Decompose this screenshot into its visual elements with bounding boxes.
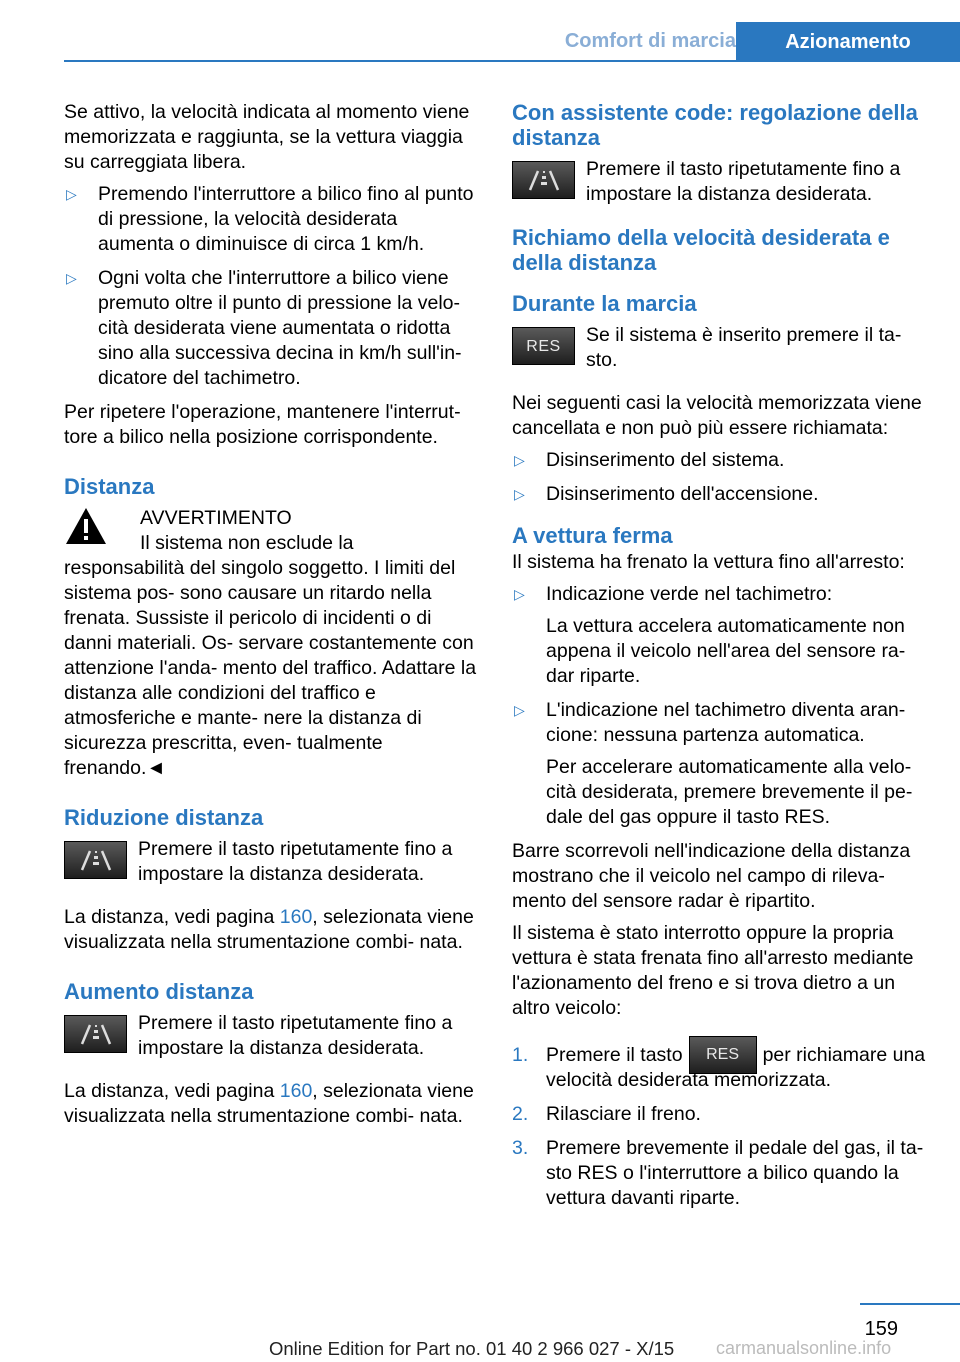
triangle-bullet-icon: ▷	[514, 586, 525, 602]
header-section-title: Comfort di marcia	[564, 30, 736, 52]
header-rule	[64, 60, 960, 62]
warning-text: Il sistema non esclude la responsabilità del singolo soggetto. I limiti del sistema pos- sono causare un ritardo nella frenata. Sussiste il pericolo di incidenti o di danni materiali. Os- servare costantemente con attenzione l'anda- mento del traffico. Adattare la distanza alle condizioni del traffico e atmosferiche e mante- nere la distanza di sicurezza prescritta, even- tualmente frenando.◄	[64, 532, 477, 779]
left-column	[64, 100, 478, 1136]
triangle-bullet-icon: ▷	[514, 702, 525, 718]
triangle-bullet-icon: ▷	[514, 486, 525, 502]
section-title-ferma: A vettura ferma	[512, 523, 673, 548]
distance-button-icon	[64, 841, 127, 879]
ferma-intro: Il sistema ha frenato la vettura fino all'arresto:	[512, 551, 905, 573]
right-column	[512, 100, 930, 1220]
warning-label: AVVERTIMENTO	[140, 507, 292, 529]
barre-paragraph: Barre scorrevoli nell'indicazione della distanza mostrano che il veicolo nel campo di rileva- mento del sensore radar è ripartito.	[512, 840, 911, 912]
list-item: ▷ Ogni volta che l'interruttore a bilico viene premuto oltre il punto di pressione la velo- cità desiderata viene aumentata o ridotta sino alla successiva decina in km/h sull'in- dicatore del tachimetro.	[66, 267, 462, 389]
page-header	[64, 22, 960, 62]
aumento-text: Premere il tasto ripetutamente fino a impostare la distanza desiderata.	[138, 1012, 453, 1059]
casi-paragraph: Nei seguenti casi la velocità memorizzata viene cancellata e non può più essere richiamata:	[512, 392, 922, 439]
list-item: ▷ Indicazione verde nel tachimetro: La vettura accelera automaticamente non appena il veicolo nell'area del sensore ra- dar riparte.	[514, 583, 906, 687]
list-item: ▷ Disinserimento dell'accensione.	[514, 483, 819, 505]
section-title-riduzione: Riduzione distanza	[64, 805, 264, 830]
edition-text: Online Edition for Part no. 01 40 2 966 027 - X/15	[269, 1338, 675, 1359]
distance-button-icon	[512, 161, 575, 199]
res-button-icon: RES	[512, 327, 575, 365]
page-number: 159	[864, 1318, 898, 1340]
ferma-bullet-list	[512, 582, 930, 830]
triangle-bullet-icon: ▷	[66, 186, 77, 202]
repeat-paragraph: Per ripetere l'operazione, mantenere l'interrut- tore a bilico nella posizione corrispondente.	[64, 401, 461, 448]
res-button-icon: RES	[689, 1036, 757, 1074]
aumento-ref: La distanza, vedi pagina 160, selezionata viene visualizzata nella strumentazione combi- nata.	[64, 1080, 474, 1127]
list-item: ▷ L'indicazione nel tachimetro diventa aran- cione: nessuna partenza automatica. Per accelerare automaticamente alla velo- cità desiderata, premere brevemente il pe- dale del gas oppure il tasto RES.	[514, 699, 913, 828]
durante-text: Se il sistema è inserito premere il ta- sto.	[586, 324, 902, 371]
aumento-instruction	[64, 1011, 478, 1061]
watermark: carmanualsonline.info	[716, 1338, 892, 1358]
code-text: Premere il tasto ripetutamente fino a impostare la distanza desiderata.	[586, 158, 901, 205]
section-title-durante: Durante la marcia	[512, 291, 697, 316]
warning-triangle-icon	[64, 506, 108, 546]
durante-instruction	[512, 323, 930, 373]
riduzione-text: Premere il tasto ripetutamente fino a impostare la distanza desiderata.	[138, 838, 453, 885]
intro-paragraph: Se attivo, la velocità indicata al momento viene memorizzata e raggiunta, se la vettura viaggia su carreggiata libera.	[64, 101, 470, 173]
distance-button-icon	[64, 1015, 127, 1053]
list-item: ▷ Premendo l'interruttore a bilico fino al punto di pressione, la velocità desiderata aumenta o diminuisce di circa 1 km/h.	[66, 183, 474, 255]
section-title-richiamo: Richiamo della velocità desiderata e della distanza	[512, 225, 890, 275]
triangle-bullet-icon: ▷	[66, 270, 77, 286]
list-item: ▷ Disinserimento del sistema.	[514, 449, 785, 471]
casi-bullet-list	[512, 448, 930, 507]
list-item: 1. Premere il tasto RES per richiamare una velocità desiderata memorizzata.	[512, 1043, 930, 1093]
section-title-code: Con assistente code: regolazione della distanza	[512, 100, 918, 150]
riduzione-instruction	[64, 837, 478, 887]
interrotto-paragraph: Il sistema è stato interrotto oppure la propria vettura è stata frenata fino all'arresto mediante l'azionamento del freno e si trova dietro a un altro veicolo:	[512, 922, 914, 1019]
page-link-160[interactable]: 160	[279, 906, 313, 928]
warning-block	[64, 506, 478, 554]
riduzione-ref: La distanza, vedi pagina 160, selezionata viene visualizzata nella strumentazione combi- nata.	[64, 906, 474, 953]
triangle-bullet-icon: ▷	[514, 452, 525, 468]
section-title-aumento: Aumento distanza	[64, 979, 254, 1004]
footer-rule	[860, 1303, 960, 1305]
list-item: 2. Rilasciare il freno.	[512, 1103, 701, 1125]
section-title-distanza: Distanza	[64, 474, 155, 499]
page-link-160[interactable]: 160	[279, 1080, 313, 1102]
code-instruction	[512, 157, 930, 207]
list-item: 3. Premere brevemente il pedale del gas, il ta- sto RES o l'interruttore a bilico quando la vettura davanti riparte.	[512, 1137, 924, 1209]
steps-list	[512, 1043, 930, 1211]
speed-bullet-list	[64, 182, 478, 391]
header-chapter-tab[interactable]: Azionamento	[736, 22, 960, 62]
